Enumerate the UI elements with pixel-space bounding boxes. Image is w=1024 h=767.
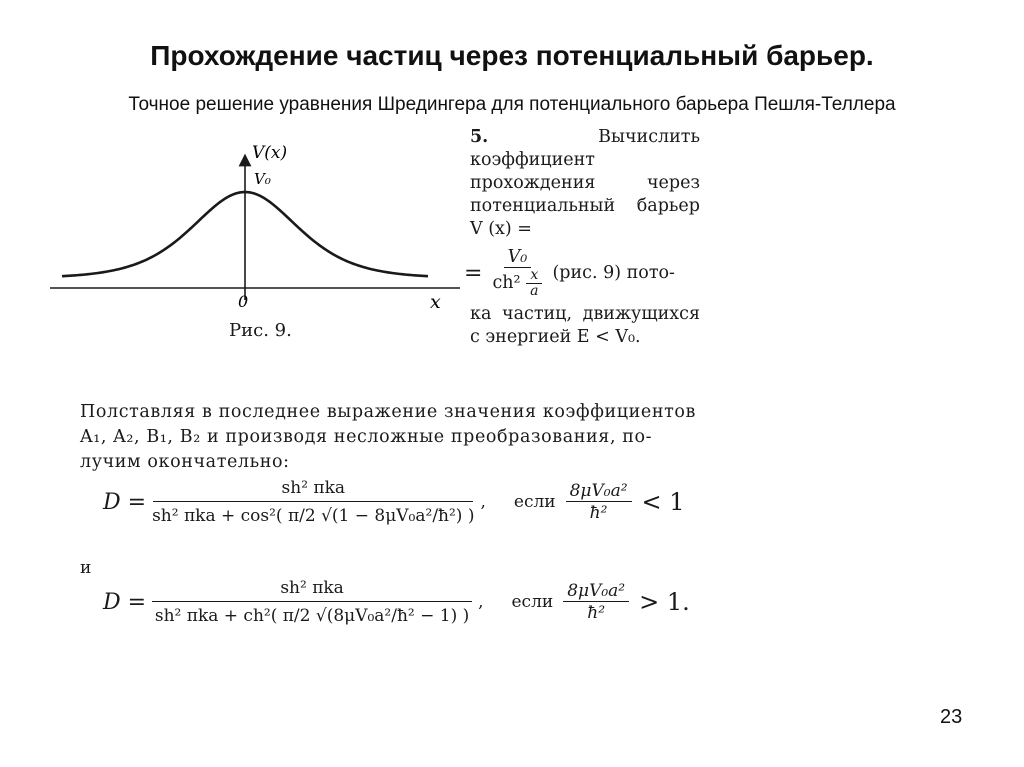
eq2-cond-num: 8μV₀a² bbox=[563, 581, 629, 602]
barrier-fraction bbox=[488, 247, 546, 299]
ch-squared: ch² bbox=[492, 273, 521, 293]
paragraph-line-1: Полставляя в последнее выражение значения коэффициентов bbox=[80, 402, 697, 422]
eq1-denominator: sh² πka + cos²( π/2 √(1 − 8μV₀a²/ħ²) ) bbox=[152, 506, 475, 526]
eq1-comma: , bbox=[480, 492, 486, 512]
problem-text-before: Вычислить коэффициент прохождения через потенциальный барьер V (x) = bbox=[470, 127, 700, 239]
origin-label: 0 bbox=[238, 292, 249, 311]
x-over-a-num: x bbox=[526, 268, 542, 284]
eq1-cond-fraction bbox=[566, 481, 632, 524]
eq1-if: если bbox=[513, 492, 556, 512]
slide-title: Прохождение частиц через потенциальный барьер. bbox=[150, 40, 874, 71]
eq1-cond-num: 8μV₀a² bbox=[566, 481, 632, 502]
x-over-a bbox=[526, 268, 542, 299]
page-number: 23 bbox=[940, 706, 963, 728]
eq1-cond-relation: < 1 bbox=[641, 488, 685, 516]
eq2-condition bbox=[511, 581, 689, 624]
eq1-numerator: sh² πka bbox=[153, 478, 473, 502]
derivation-paragraph bbox=[80, 400, 720, 475]
problem-text-after: ка частиц, движущихся с энергией E < V₀. bbox=[470, 304, 700, 347]
eq2-denominator: sh² πka + ch²( π/2 √(8μV₀a²/ħ² − 1) ) bbox=[154, 606, 470, 626]
barrier-frac-denominator bbox=[488, 268, 546, 299]
figure-reference: (рис. 9) пото- bbox=[552, 262, 675, 283]
problem-number: 5. bbox=[470, 127, 489, 147]
figure-caption: Рис. 9. bbox=[229, 320, 292, 341]
x-axis-label: x bbox=[430, 291, 441, 313]
y-axis-label: V(x) bbox=[252, 143, 288, 163]
eq1-fraction bbox=[152, 478, 474, 526]
slide-subtitle: Точное решение уравнения Шредингера для потенциального барьера Пешля-Теллера bbox=[128, 94, 896, 115]
equation-2 bbox=[103, 578, 690, 626]
conjunction: и bbox=[80, 558, 92, 578]
equation-1 bbox=[103, 478, 685, 526]
eq2-lhs: D = bbox=[103, 589, 147, 615]
eq2-cond-fraction bbox=[563, 581, 629, 624]
eq2-if: если bbox=[511, 592, 554, 612]
x-over-a-den: a bbox=[530, 283, 539, 299]
eq2-fraction bbox=[152, 578, 472, 626]
problem-formula bbox=[464, 247, 700, 299]
eq2-cond-den: ħ² bbox=[587, 602, 606, 623]
eq2-numerator: sh² πka bbox=[152, 578, 472, 602]
barrier-figure bbox=[50, 140, 470, 320]
eq1-condition bbox=[514, 481, 685, 524]
eq1-lhs: D = bbox=[103, 489, 147, 515]
eq2-comma: , bbox=[478, 592, 484, 612]
problem-eq-sign: = bbox=[464, 260, 483, 286]
eq1-cond-den: ħ² bbox=[589, 502, 608, 523]
paragraph-line-3: лучим окончательно: bbox=[80, 452, 290, 472]
barrier-frac-numerator: V₀ bbox=[504, 247, 532, 268]
problem-block bbox=[464, 126, 700, 349]
peak-label: V₀ bbox=[254, 170, 271, 188]
paragraph-line-2: A₁, A₂, B₁, B₂ и производя несложные преобразования, по- bbox=[80, 427, 653, 447]
eq2-cond-relation: > 1. bbox=[639, 588, 690, 616]
